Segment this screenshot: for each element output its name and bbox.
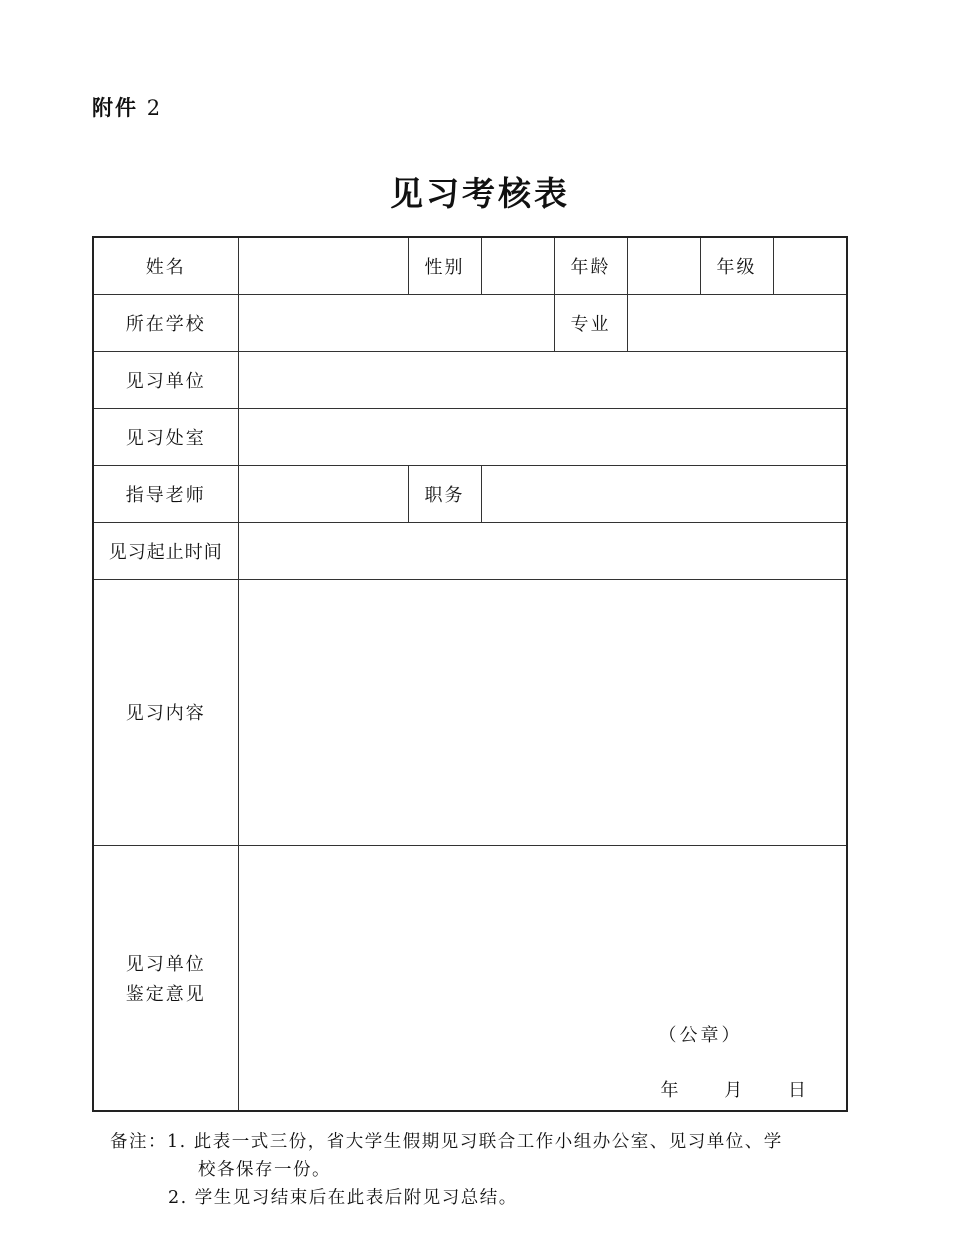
content-label: 见习内容	[93, 579, 238, 845]
official-seal-label: （公章）	[658, 1024, 743, 1046]
appraisal-field[interactable]	[238, 845, 847, 1111]
date-day-label: 日	[787, 1079, 808, 1101]
office-label: 见习处室	[93, 408, 238, 465]
signature-date	[661, 1076, 844, 1102]
age-label: 年龄	[554, 237, 627, 294]
remark-item-1	[110, 1128, 783, 1156]
unit-field[interactable]	[238, 351, 847, 408]
date-year-label: 年	[660, 1079, 681, 1101]
row-school	[93, 294, 847, 351]
page-title: 见习考核表	[390, 174, 570, 213]
assessment-form-table	[92, 236, 848, 1112]
age-field[interactable]	[627, 237, 700, 294]
name-field[interactable]	[238, 237, 408, 294]
remark-item-1-line-2: 校各保存一份。	[198, 1160, 331, 1180]
period-label: 见习起止时间	[93, 522, 238, 579]
unit-label: 见习单位	[93, 351, 238, 408]
remark-item-2: 2. 学生见习结束后在此表后附见习总结。	[168, 1188, 518, 1208]
office-field[interactable]	[238, 408, 847, 465]
remarks	[110, 1128, 783, 1212]
gender-field[interactable]	[481, 237, 554, 294]
row-appraisal	[93, 845, 847, 1111]
attachment-word: 附件	[92, 96, 138, 120]
mentor-label: 指导老师	[93, 465, 238, 522]
appraisal-label	[93, 845, 238, 1111]
row-unit	[93, 351, 847, 408]
position-field[interactable]	[481, 465, 847, 522]
row-office	[93, 408, 847, 465]
grade-field[interactable]	[773, 237, 847, 294]
gender-label: 性别	[408, 237, 481, 294]
content-field[interactable]	[238, 579, 847, 845]
school-field[interactable]	[238, 294, 554, 351]
date-month-label: 月	[724, 1079, 745, 1101]
period-field[interactable]	[238, 522, 847, 579]
remark-prefix: 备注：	[110, 1132, 167, 1152]
grade-label: 年级	[700, 237, 773, 294]
position-label: 职务	[408, 465, 481, 522]
school-label: 所在学校	[93, 294, 238, 351]
major-field[interactable]	[627, 294, 847, 351]
major-label: 专业	[554, 294, 627, 351]
appraisal-label-line1: 见习单位	[125, 953, 206, 975]
mentor-field[interactable]	[238, 465, 408, 522]
appraisal-label-line2: 鉴定意见	[125, 983, 206, 1005]
row-content	[93, 579, 847, 845]
row-basic-info	[93, 237, 847, 294]
attachment-number: 2	[146, 96, 163, 120]
name-label: 姓名	[93, 237, 238, 294]
remark-item-1-line-1: 1. 此表一式三份，省大学生假期见习联合工作小组办公室、见习单位、学	[167, 1132, 783, 1152]
attachment-label	[92, 92, 162, 122]
row-period	[93, 522, 847, 579]
row-mentor	[93, 465, 847, 522]
